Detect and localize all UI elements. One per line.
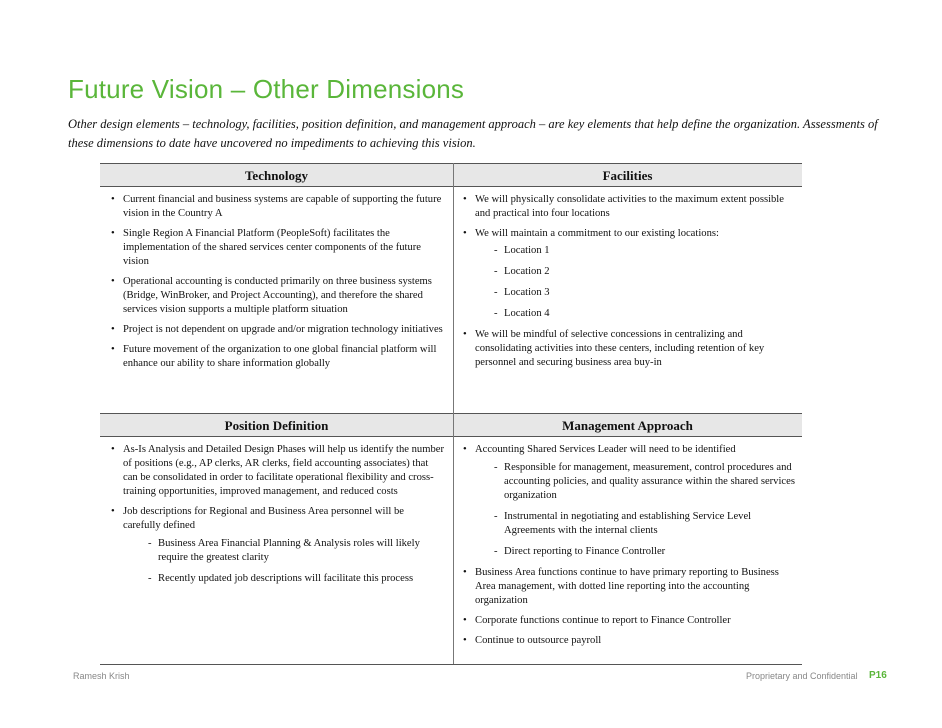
location-item: - Location 1 (460, 244, 796, 258)
list-item: • We will physically consolidate activities to the maximum extent possible and practical into four locations (460, 193, 796, 221)
list-item: • Job descriptions for Regional and Business Area personnel will be carefully defined (108, 505, 444, 533)
dimensions-grid (100, 163, 802, 665)
footer-confidential: Proprietary and Confidential (746, 671, 858, 681)
list-item: • Operational accounting is conducted primarily on three business systems (Bridge, WinBroker, and Project Accounting), and therefore the shared services vision supports a multiple platform situation (108, 275, 444, 317)
sub-list-item: - Instrumental in negotiating and establishing Service Level Agreements with the internal clients (460, 510, 796, 538)
list-item: • Project is not dependent on upgrade and/or migration technology initiatives (108, 323, 444, 337)
sub-list-item: - Direct reporting to Finance Controller (460, 545, 796, 559)
list-item: • Single Region A Financial Platform (PeopleSoft) facilitates the implementation of the shared services center components of the future vision (108, 227, 444, 269)
list-item: • Continue to outsource payroll (460, 634, 796, 648)
location-item: - Location 3 (460, 286, 796, 300)
management-approach-header: Management Approach (453, 413, 802, 437)
list-item: • As-Is Analysis and Detailed Design Phases will help us identify the number of positions (e.g., AP clerks, AR clerks, field accounting associates) that can be consolidated in order to facilitate operational flexibility and cross-training opportunities, improved management, and reduced costs (108, 443, 444, 499)
list-item: • Current financial and business systems are capable of supporting the future vision in the Country A (108, 193, 444, 221)
management-approach-cell (460, 443, 796, 654)
list-item: • Future movement of the organization to one global financial platform will enhance our ability to share information globally (108, 343, 444, 371)
list-item: • We will be mindful of selective concessions in centralizing and consolidating activities into these centers, including retention of key personnel and securing business area buy-in (460, 328, 796, 370)
intro-text: Other design elements – technology, facilities, position definition, and management approach – are key elements that help define the organization. Assessments of these dimensions to date have uncovered no impediments to achieving this vision. (68, 117, 878, 150)
position-definition-cell (108, 443, 444, 593)
column-divider (453, 413, 454, 664)
technology-cell (108, 193, 444, 377)
list-item: • Corporate functions continue to report to Finance Controller (460, 614, 796, 628)
position-definition-header: Position Definition (100, 413, 453, 437)
page-number: P16 (869, 670, 887, 681)
column-divider (453, 163, 454, 413)
technology-header: Technology (100, 163, 453, 187)
footer-author: Ramesh Krish (73, 671, 130, 681)
list-item: • We will maintain a commitment to our existing locations: (460, 227, 796, 241)
page-title: Future Vision – Other Dimensions (68, 74, 465, 104)
facilities-cell (460, 193, 796, 376)
location-item: - Location 4 (460, 307, 796, 321)
list-item: • Business Area functions continue to have primary reporting to Business Area management, with dotted line reporting into the accounting organization (460, 566, 796, 608)
facilities-header: Facilities (453, 163, 802, 187)
list-item: • Accounting Shared Services Leader will need to be identified (460, 443, 796, 457)
sub-list-item: - Responsible for management, measurement, control procedures and accounting policies, and quality assurance within the shared services organization (460, 461, 796, 503)
location-item: - Location 2 (460, 265, 796, 279)
sub-list-item: - Business Area Financial Planning & Analysis roles will likely require the greatest clarity (108, 537, 444, 565)
sub-list-item: - Recently updated job descriptions will facilitate this process (108, 572, 444, 586)
